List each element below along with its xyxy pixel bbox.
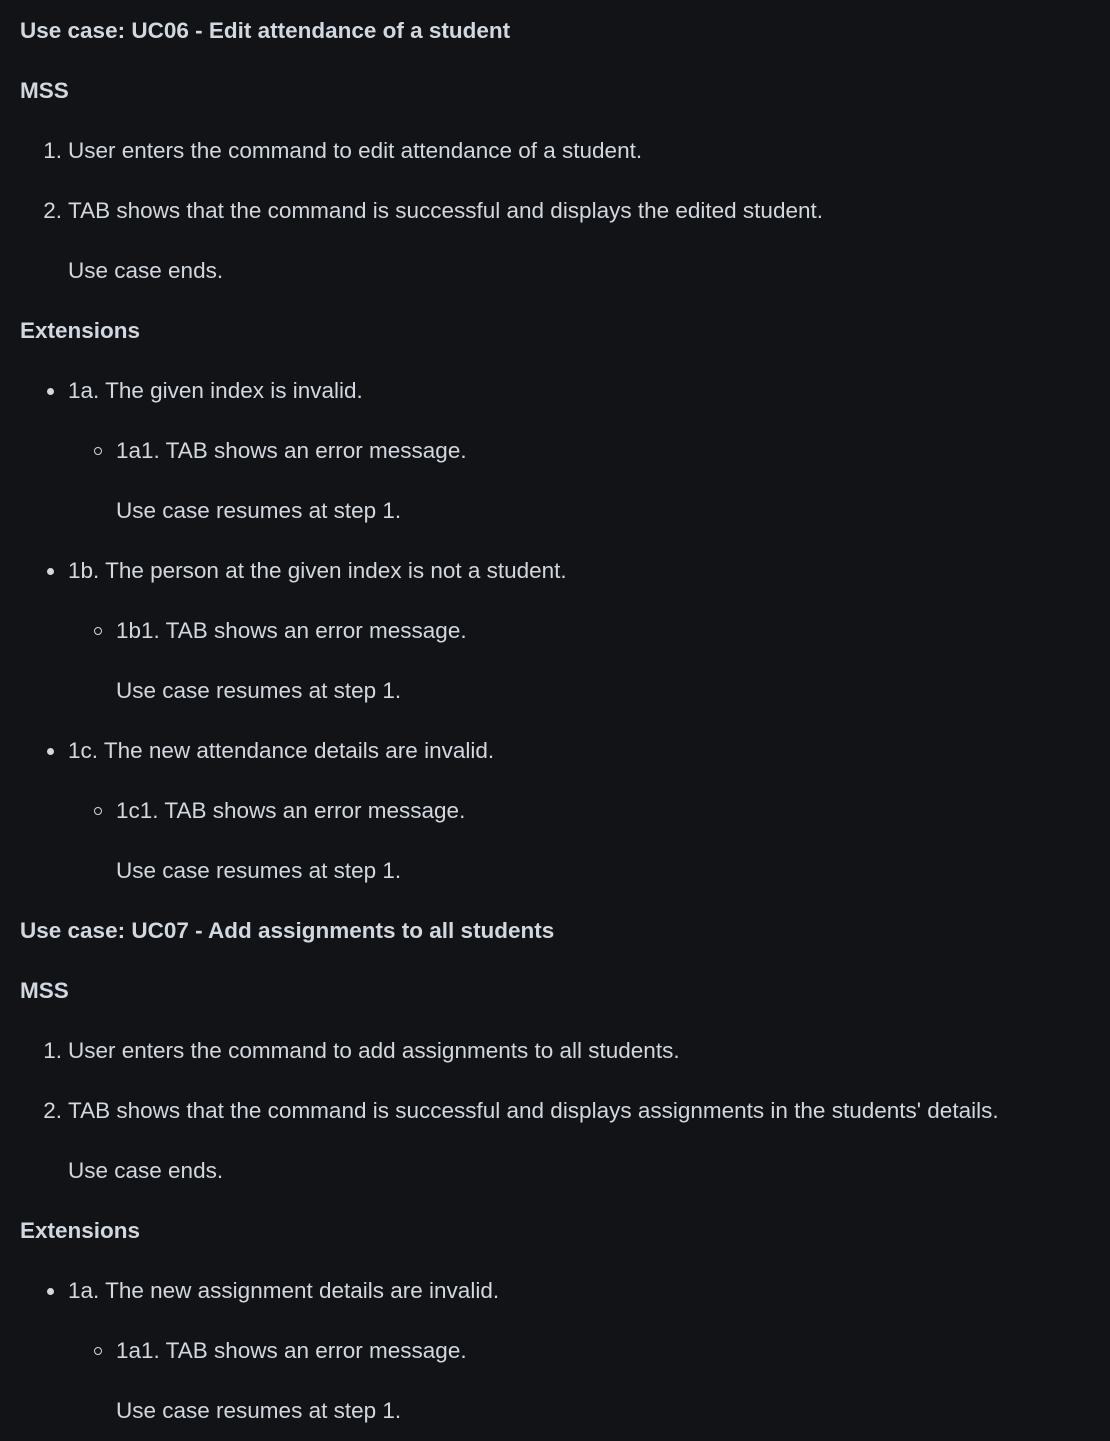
extension-item-text: 1c. The new attendance details are invalid. bbox=[68, 738, 495, 763]
use-case-ends-text: Use case ends. bbox=[68, 258, 224, 283]
extension-item bbox=[68, 361, 363, 421]
circle-bullet-icon bbox=[94, 627, 102, 635]
extension-item-text: 1a. The given index is invalid. bbox=[68, 378, 363, 403]
step-number: 2. bbox=[43, 1098, 62, 1123]
use-case-ends bbox=[68, 1141, 223, 1201]
use-case-title bbox=[20, 1, 510, 61]
extension-resume-text: Use case resumes at step 1. bbox=[116, 858, 402, 883]
extension-resume bbox=[116, 1381, 401, 1441]
step-number: 1. bbox=[43, 1038, 62, 1063]
circle-bullet-icon bbox=[94, 447, 102, 455]
mss-step-text: TAB shows that the command is successful and displays the edited student. bbox=[68, 198, 823, 223]
mss-step bbox=[43, 1021, 680, 1081]
use-case-title-text: Use case: UC06 - Edit attendance of a student bbox=[20, 18, 511, 43]
step-number: 1. bbox=[43, 138, 62, 163]
mss-heading bbox=[20, 61, 69, 121]
extension-item bbox=[68, 721, 494, 781]
extension-subitem-text: 1b1. TAB shows an error message. bbox=[116, 618, 467, 643]
extensions-heading bbox=[20, 301, 140, 361]
extension-subitem-text: 1a1. TAB shows an error message. bbox=[116, 438, 467, 463]
mss-step-text: User enters the command to edit attendance of a student. bbox=[68, 138, 643, 163]
extension-item bbox=[68, 541, 567, 601]
step-number: 2. bbox=[43, 198, 62, 223]
use-case-ends bbox=[68, 241, 223, 301]
bullet-icon bbox=[47, 1288, 54, 1295]
bullet-icon bbox=[47, 748, 54, 755]
extension-resume bbox=[116, 481, 401, 541]
circle-bullet-icon bbox=[94, 1347, 102, 1355]
extension-subitem-text: 1a1. TAB shows an error message. bbox=[116, 1338, 467, 1363]
use-case-ends-text: Use case ends. bbox=[68, 1158, 224, 1183]
use-case-title bbox=[20, 901, 554, 961]
extension-subitem-text: 1c1. TAB shows an error message. bbox=[116, 798, 466, 823]
use-case-title-text: Use case: UC07 - Add assignments to all students bbox=[20, 918, 555, 943]
mss-step-text: TAB shows that the command is successful and displays assignments in the students' details. bbox=[68, 1098, 999, 1123]
extensions-heading-text: Extensions bbox=[20, 1218, 141, 1243]
extension-resume bbox=[116, 841, 401, 901]
extension-resume bbox=[116, 661, 401, 721]
circle-bullet-icon bbox=[94, 807, 102, 815]
extension-subitem bbox=[116, 1321, 467, 1381]
mss-heading-text: MSS bbox=[20, 78, 69, 103]
extension-item-text: 1a. The new assignment details are invalid. bbox=[68, 1278, 500, 1303]
extensions-heading-text: Extensions bbox=[20, 318, 141, 343]
extension-resume-text: Use case resumes at step 1. bbox=[116, 498, 402, 523]
mss-step-text: User enters the command to add assignments to all students. bbox=[68, 1038, 680, 1063]
extensions-heading bbox=[20, 1201, 140, 1261]
bullet-icon bbox=[47, 388, 54, 395]
mss-step bbox=[43, 181, 823, 241]
extension-resume-text: Use case resumes at step 1. bbox=[116, 678, 402, 703]
bullet-icon bbox=[47, 568, 54, 575]
extension-resume-text: Use case resumes at step 1. bbox=[116, 1398, 402, 1423]
mss-heading-text: MSS bbox=[20, 978, 69, 1003]
extension-item bbox=[68, 1261, 499, 1321]
extension-subitem bbox=[116, 421, 467, 481]
extension-subitem bbox=[116, 781, 465, 841]
mss-heading bbox=[20, 961, 69, 1021]
mss-step bbox=[43, 1081, 999, 1141]
mss-step bbox=[43, 121, 643, 181]
extension-subitem bbox=[116, 601, 467, 661]
extension-item-text: 1b. The person at the given index is not a student. bbox=[68, 558, 567, 583]
